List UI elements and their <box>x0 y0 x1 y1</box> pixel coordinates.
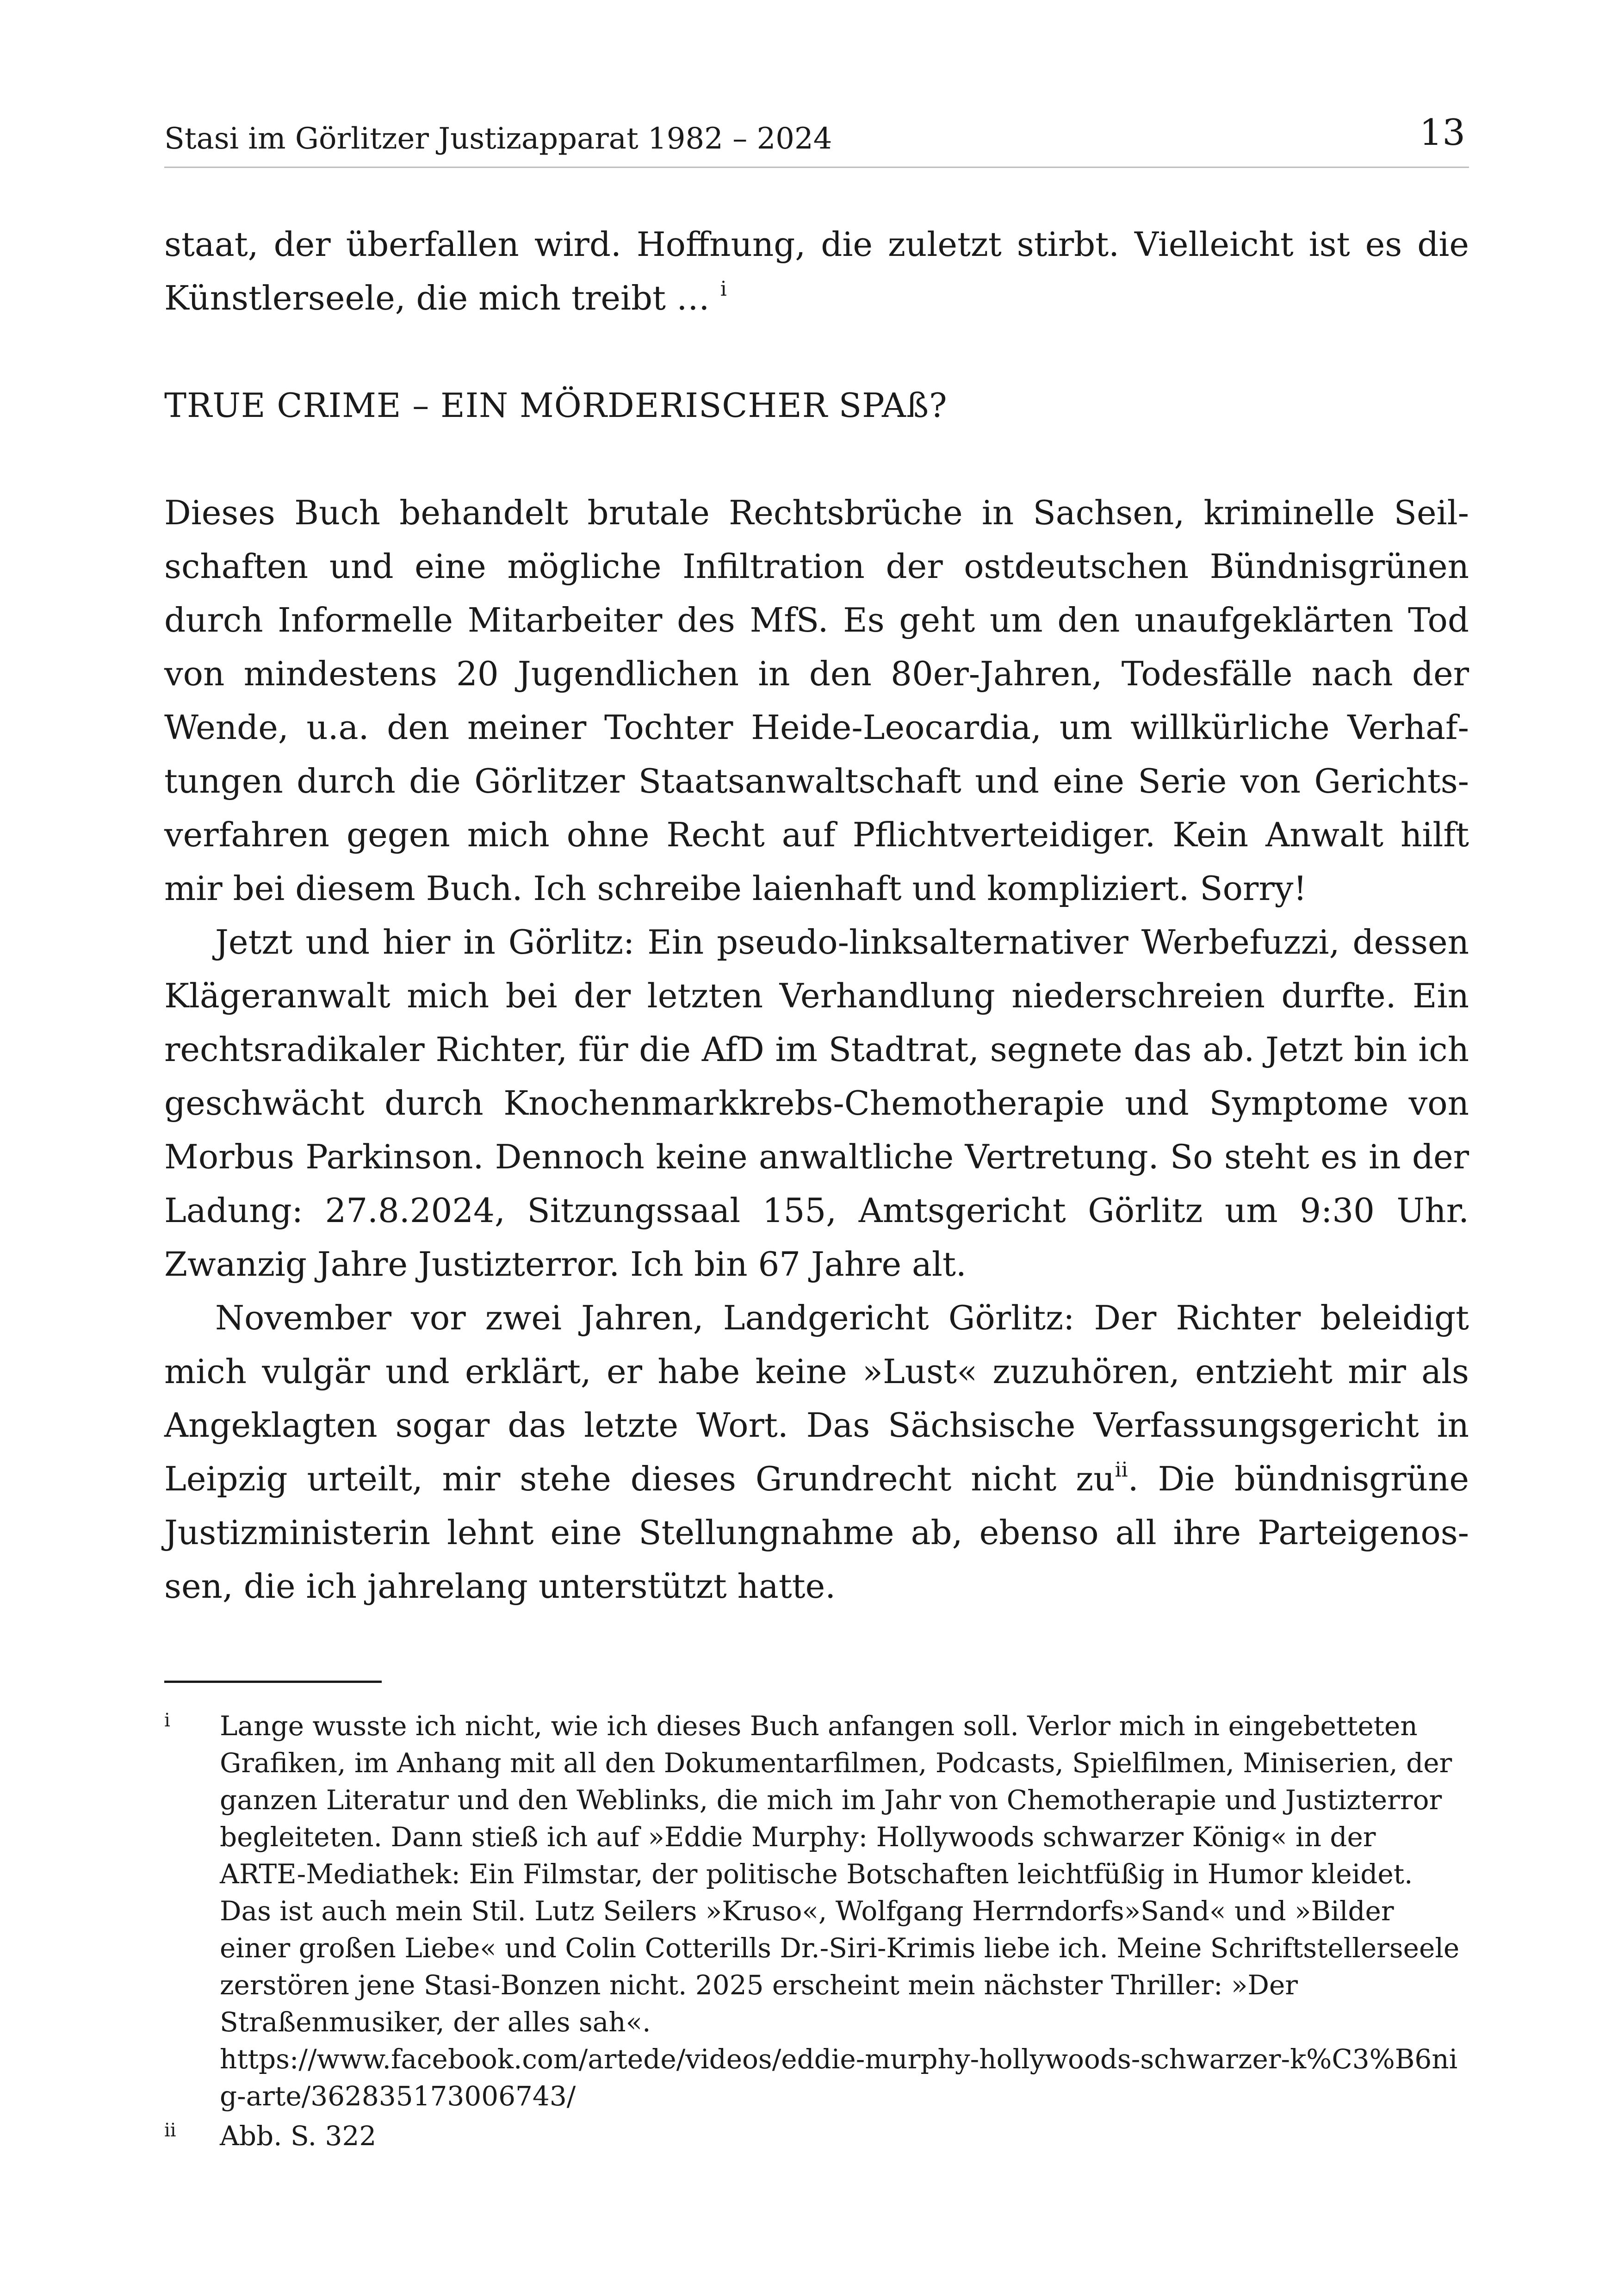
footnote-text: Lange wusste ich nicht, wie ich dieses Buch anfangen soll. Verlor mich in eingebetteten Grafiken, im Anhang mit all den Dokumentarfilmen, Podcasts, Spielfilmen, Miniserien, der ganzen Literatur und den Weblinks, die mich im Jahr von Chemotherapie und Justizterror begleiteten. Dann stieß ich auf »Eddie Murphy: Hollywoods schwarzer König« in der ARTE-Mediathek: Ein Filmstar, der politische Botschaften leichtfüßig in Humor kleidet. Das ist auch mein Stil. Lutz Seilers »Kruso«, Wolfgang Herrndorfs»Sand« und »Bilder einer großen Liebe« und Colin Cotterills Dr.-Siri-Krimis liebe ich. Meine Schriftstellerseele zerstören jene Stasi-Bonzen nicht. 2025 erscheint mein nächster Thriller: »Der Straßenmusiker, der alles sah«. <box>220 1710 1460 2038</box>
footnote-i <box>164 1707 1469 2115</box>
page-number: 13 <box>1419 112 1465 154</box>
footnote-link[interactable]: https://www.facebook.com/artede/videos/eddie-murphy-hollywoods-schwarzer-k%C3%B6nig-arte/362835173006743/ <box>220 2043 1458 2112</box>
continuation-text: staat, der überfallen wird. Hoffnung, die zuletzt stirbt. Vielleicht ist es die Künstlerseele, die mich treibt … <box>164 225 1469 317</box>
body-text <box>164 217 1469 1613</box>
footnote-separator <box>164 1681 382 1683</box>
footnote-ref-i: i <box>720 277 727 301</box>
paragraph-1: Dieses Buch behandelt brutale Rechtsbrüche in Sachsen, kriminelle Seilschaften und eine mögliche Infiltration der ostdeutschen Bündnisgrünen durch Informelle Mitarbeiter des MfS. Es geht um den unaufgeklärten Tod von mindestens 20 Jugendlichen in den 80er-Jahren, Todesfälle nach der Wende, u.a. den meiner Tochter Heide-Leocardia, um willkürliche Verhaftungen durch die Görlitzer Staatsanwaltschaft und eine Serie von Gerichtsverfahren gegen mich ohne Recht auf Pflichtverteidiger. Kein Anwalt hilft mir bei diesem Buch. Ich schreibe laienhaft und kompliziert. Sorry! <box>164 493 1469 908</box>
footnote-ii <box>164 2117 1469 2154</box>
paragraph-3-part-2: . Die bündnisgrüne Justizministerin lehnt eine Stellungnahme ab, ebenso all ihre Parteigenossen, die ich jahrelang unterstützt hatte. <box>164 1459 1469 1606</box>
footnote-marker: ii <box>164 2120 176 2141</box>
footnotes <box>164 1707 1469 2154</box>
paragraph-3-part-1: November vor zwei Jahren, Landgericht Görlitz: Der Richter beleidigt mich vulgär und erklärt, er habe keine »Lust« zuzuhören, entzieht mir als Angeklagten sogar das letzte Wort. Das Sächsische Verfassungsgericht in Leipzig urteilt, mir stehe dieses Grundrecht nicht zu <box>164 1298 1469 1498</box>
section-heading: TRUE CRIME – EIN MÖRDERISCHER SPAß? <box>164 386 948 425</box>
running-title: Stasi im Görlitzer Justizapparat 1982 – 2024 <box>164 122 832 156</box>
footnote-ref-ii: ii <box>1115 1458 1128 1482</box>
footnote-text: Abb. S. 322 <box>220 2120 377 2152</box>
header-rule <box>164 167 1469 168</box>
paragraph-3 <box>164 1291 1469 1613</box>
paragraph-2: Jetzt und hier in Görlitz: Ein pseudo-linksalternativer Werbefuzzi, dessen Klägeranwalt mich bei der letzten Verhandlung niederschreien durfte. Ein rechtsradikaler Richter, für die AfD im Stadtrat, segnete das ab. Jetzt bin ich geschwächt durch Knochenmarkkrebs-Chemotherapie und Symptome von Morbus Parkinson. Dennoch keine anwaltliche Vertretung. So steht es in der Ladung: 27.8.2024, Sitzungssaal 155, Amtsgericht Görlitz um 9:30 Uhr. Zwanzig Jahre Justizterror. Ich bin 67 Jahre alt. <box>164 923 1469 1284</box>
continuation-paragraph <box>164 217 1469 325</box>
running-header <box>164 107 1469 168</box>
footnote-marker: i <box>164 1710 170 1731</box>
